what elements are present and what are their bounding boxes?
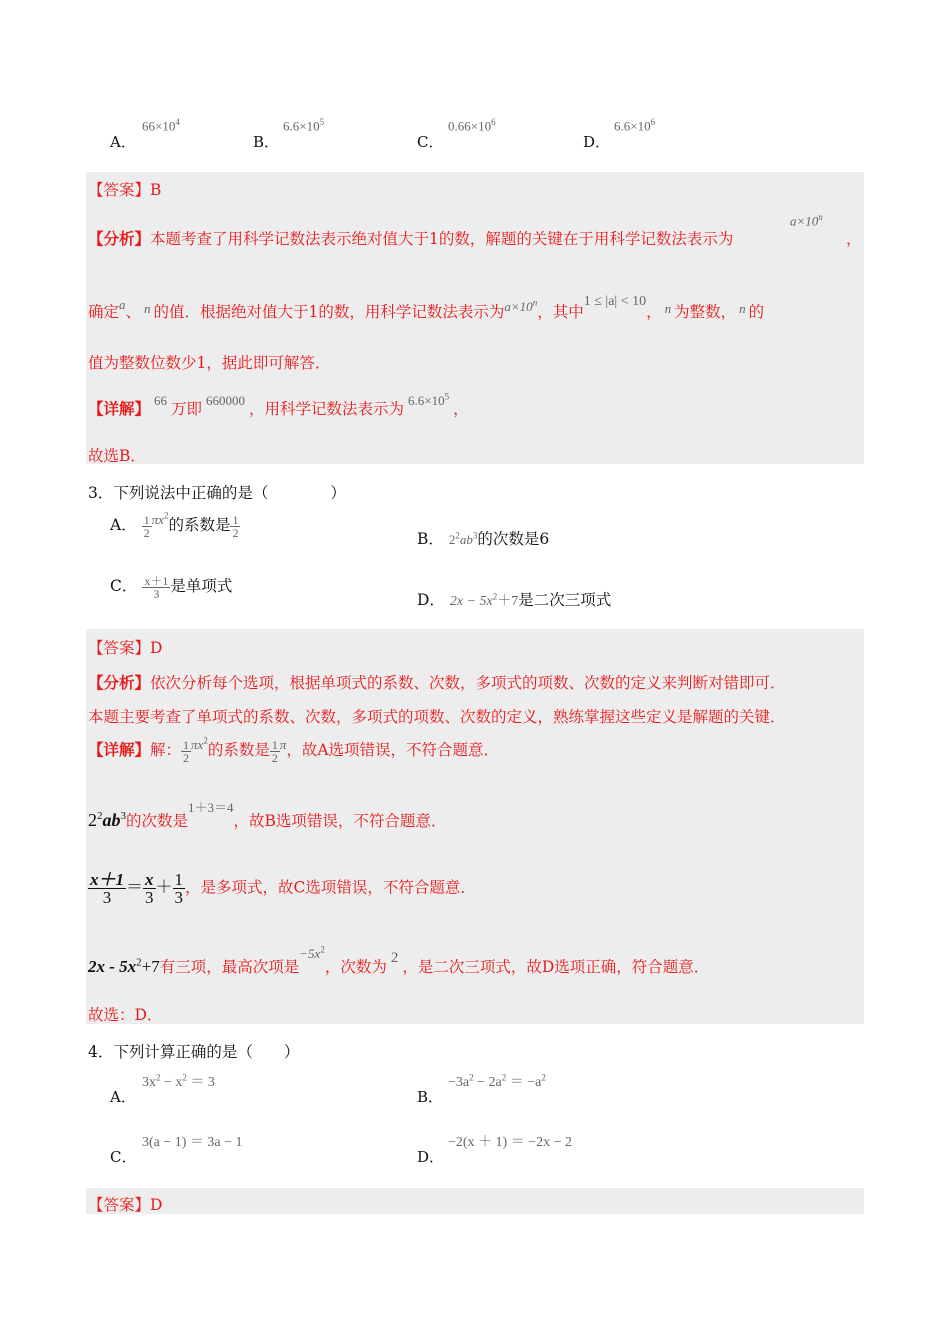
q2-analysis-line1: 【分析】本题考查了用科学记数法表示绝对值大于1的数，解题的关键在于用科学记数法表示为 (88, 229, 734, 248)
q2-analysis-comma: ， (846, 230, 862, 248)
q4-option-d: D． (417, 1148, 445, 1166)
q4-stem: 4．下列计算正确的是（ ） (88, 1043, 300, 1061)
q3-option-b: B． $2^2ab^3$的次数是6 (417, 530, 550, 548)
q3-answer: 【答案】D (88, 639, 163, 657)
q2-analysis-line3: 值为整数位数少1，据此即可解答． (88, 354, 331, 372)
q3-stem: 3．下列说法中正确的是（ ） (88, 484, 346, 502)
q4-answer: 【答案】D (88, 1196, 163, 1214)
q3-conclusion: 故选：D． (88, 1006, 163, 1024)
q4-option-c: C． (110, 1148, 137, 1166)
option-label: B． (253, 133, 280, 151)
q4-option-c-expr: 3(a − 1) ＝ 3a − 1 (142, 1135, 243, 1150)
q2-option-d-expr: $6.6\times 10^6$ (614, 117, 656, 134)
q2-option-a-expr: $66\times 10^4$ (142, 117, 180, 134)
q2-answer: 【答案】B (88, 181, 162, 199)
q3-option-c: C． $\frac{x+1}{3}$ 是单项式 (110, 573, 233, 601)
q4-option-a-expr: $3x^2 - x^2 = 3$ (142, 1072, 215, 1090)
q2-option-a (110, 131, 136, 152)
q4-option-d-expr: −2(x ＋ 1) ＝ −2x − 2 (448, 1135, 573, 1150)
q4-option-b-expr: $-3a^2 - 2a^2 = -a^2$ (448, 1072, 546, 1090)
option-label: D． (583, 133, 611, 151)
option-label: C． (417, 133, 444, 151)
q4-option-b: B． (417, 1088, 444, 1106)
q4-option-a: A． (110, 1088, 136, 1106)
q3-detail-line1: 【详解】解： $\frac{1}{2}$ $^{\pi x^2}$的系数是 $\frac{1}{2}$ $^\pi$，故A选项错误，不符合题意． (88, 735, 500, 765)
q2-analysis-math1: $a\times 10^n$ (790, 212, 823, 229)
q3-analysis-line2: 本题主要考查了单项式的系数、次数，多项式的项数、次数的定义，熟练掌握这些定义是解题的关键． (88, 708, 786, 726)
q3-option-a: A． $\frac{1}{2}$ $^{\pi x^2}$的系数是 $\frac{1}{2}$ (110, 510, 239, 540)
q2-option-c-expr: $0.66\times 10^6$ (448, 117, 496, 134)
q3-detail-line3: $\frac{x+1}{3}$ ＝ $\frac{x}{3}$ ＋ $\frac{1}{3}$ ，是多项式，故C选项错误，不符合题意． (90, 870, 476, 907)
q3-analysis-line1: 【分析】依次分析每个选项，根据单项式的系数、次数，多项式的项数、次数的定义来判断对错即可． (88, 673, 786, 692)
q2-detail: 【详解】 $^{66}$ 万即 $^{660000}$ ，用科学记数法表示为 $^{6.6\times 10^5}$， (88, 391, 469, 418)
q3-option-d: D． $2x - 5x^2+7$是二次三项式 (417, 591, 612, 609)
q2-option-b-expr: $6.6\times 10^5$ (283, 117, 325, 134)
q2-option-c (417, 131, 443, 152)
q4-solution-box (86, 1188, 864, 1214)
q2-option-b (253, 131, 279, 152)
q2-option-d (583, 131, 610, 152)
option-label: A． (110, 133, 136, 151)
q2-analysis-line2: 确定$^a$、 $^n$ 的值．根据绝对值大于1的数，用科学记数法表示为$^{a\times 10^n}$，其中1 ≤ |a| < 10， $^n$ 为整数， $^n$ 的 (88, 294, 765, 321)
q3-detail-line4: $2x - 5x^2+7$有三项，最高次项是$^{-5x^2}$，次数为 2 ，是二次三项式，故D选项正确，符合题意． (88, 944, 710, 976)
q3-detail-line2: $2^2ab^3$的次数是$^{1+3=4}$，故B选项错误，不符合题意． (88, 800, 447, 830)
q2-conclusion: 故选B． (88, 447, 146, 465)
